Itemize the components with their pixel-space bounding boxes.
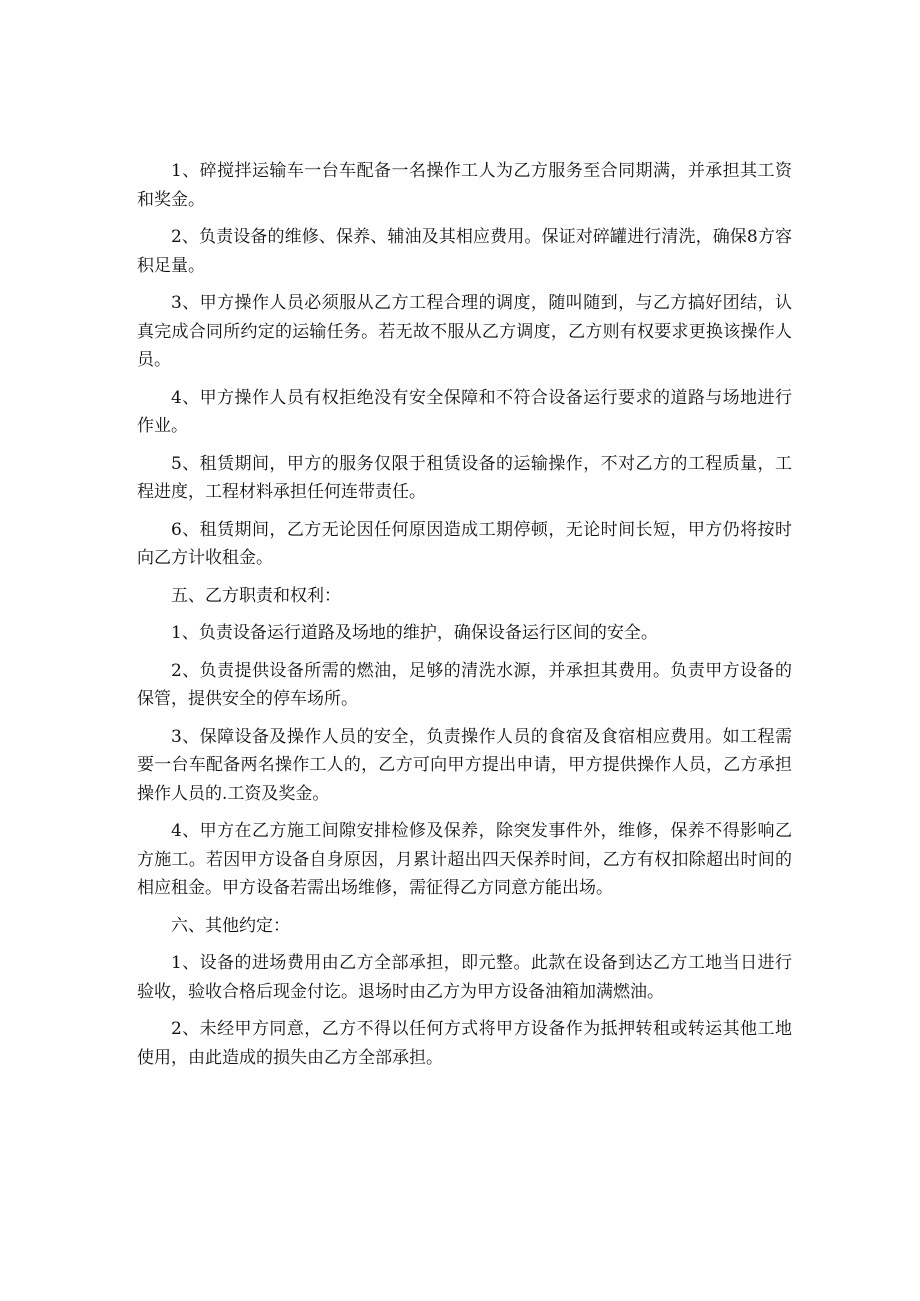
paragraph-6: 6、租赁期间，乙方无论因任何原因造成工期停顿，无论时间长短，甲方仍将按时向乙方计收租金。 bbox=[137, 519, 792, 568]
paragraph-11: 1、设备的进场费用由乙方全部承担，即元整。此款在设备到达乙方工地当日进行验收，验收合格后现金付讫。退场时由乙方为甲方设备油箱加满燃油。 bbox=[137, 953, 792, 1002]
paragraph-10: 4、甲方在乙方施工间隙安排检修及保养，除突发事件外，维修，保养不得影响乙方施工。若因甲方设备自身原因，月累计超出四天保养时间，乙方有权扣除超出时间的相应租金。甲方设备若需出场维修，需征得乙方同意方能出场。 bbox=[137, 821, 792, 898]
paragraph-1: 1、碎搅拌运输车一台车配备一名操作工人为乙方服务至合同期满，并承担其工资和奖金。 bbox=[137, 161, 792, 210]
paragraph-12: 2、未经甲方同意，乙方不得以任何方式将甲方设备作为抵押转租或转运其他工地使用，由此造成的损失由乙方全部承担。 bbox=[137, 1019, 792, 1068]
paragraph-8: 2、负责提供设备所需的燃油，足够的清洗水源，并承担其费用。负责甲方设备的保管，提供安全的停车场所。 bbox=[137, 660, 792, 709]
paragraph-3: 3、甲方操作人员必须服从乙方工程合理的调度，随叫随到，与乙方搞好团结，认真完成合同所约定的运输任务。若无故不服从乙方调度，乙方则有权要求更换该操作人员。 bbox=[137, 293, 792, 370]
document-body bbox=[137, 157, 792, 1081]
paragraph-2: 2、负责设备的维修、保养、辅油及其相应费用。保证对碎罐进行清洗，确保8方容积足量。 bbox=[137, 227, 792, 276]
paragraph-7: 1、负责设备运行道路及场地的维护，确保设备运行区间的安全。 bbox=[171, 623, 658, 643]
paragraph-5: 5、租赁期间，甲方的服务仅限于租赁设备的运输操作，不对乙方的工程质量，工程进度，工程材料承担任何连带责任。 bbox=[137, 453, 792, 502]
section-heading-5: 五、乙方职责和权利： bbox=[171, 585, 341, 606]
paragraph-4: 4、甲方操作人员有权拒绝没有安全保障和不符合设备运行要求的道路与场地进行作业。 bbox=[137, 387, 792, 436]
paragraph-9: 3、保障设备及操作人员的安全，负责操作人员的食宿及食宿相应费用。如工程需要一台车配备两名操作工人的，乙方可向甲方提出申请，甲方提供操作人员，乙方承担操作人员的.工资及奖金。 bbox=[137, 726, 792, 804]
section-heading-6: 六、其他约定： bbox=[171, 915, 290, 936]
